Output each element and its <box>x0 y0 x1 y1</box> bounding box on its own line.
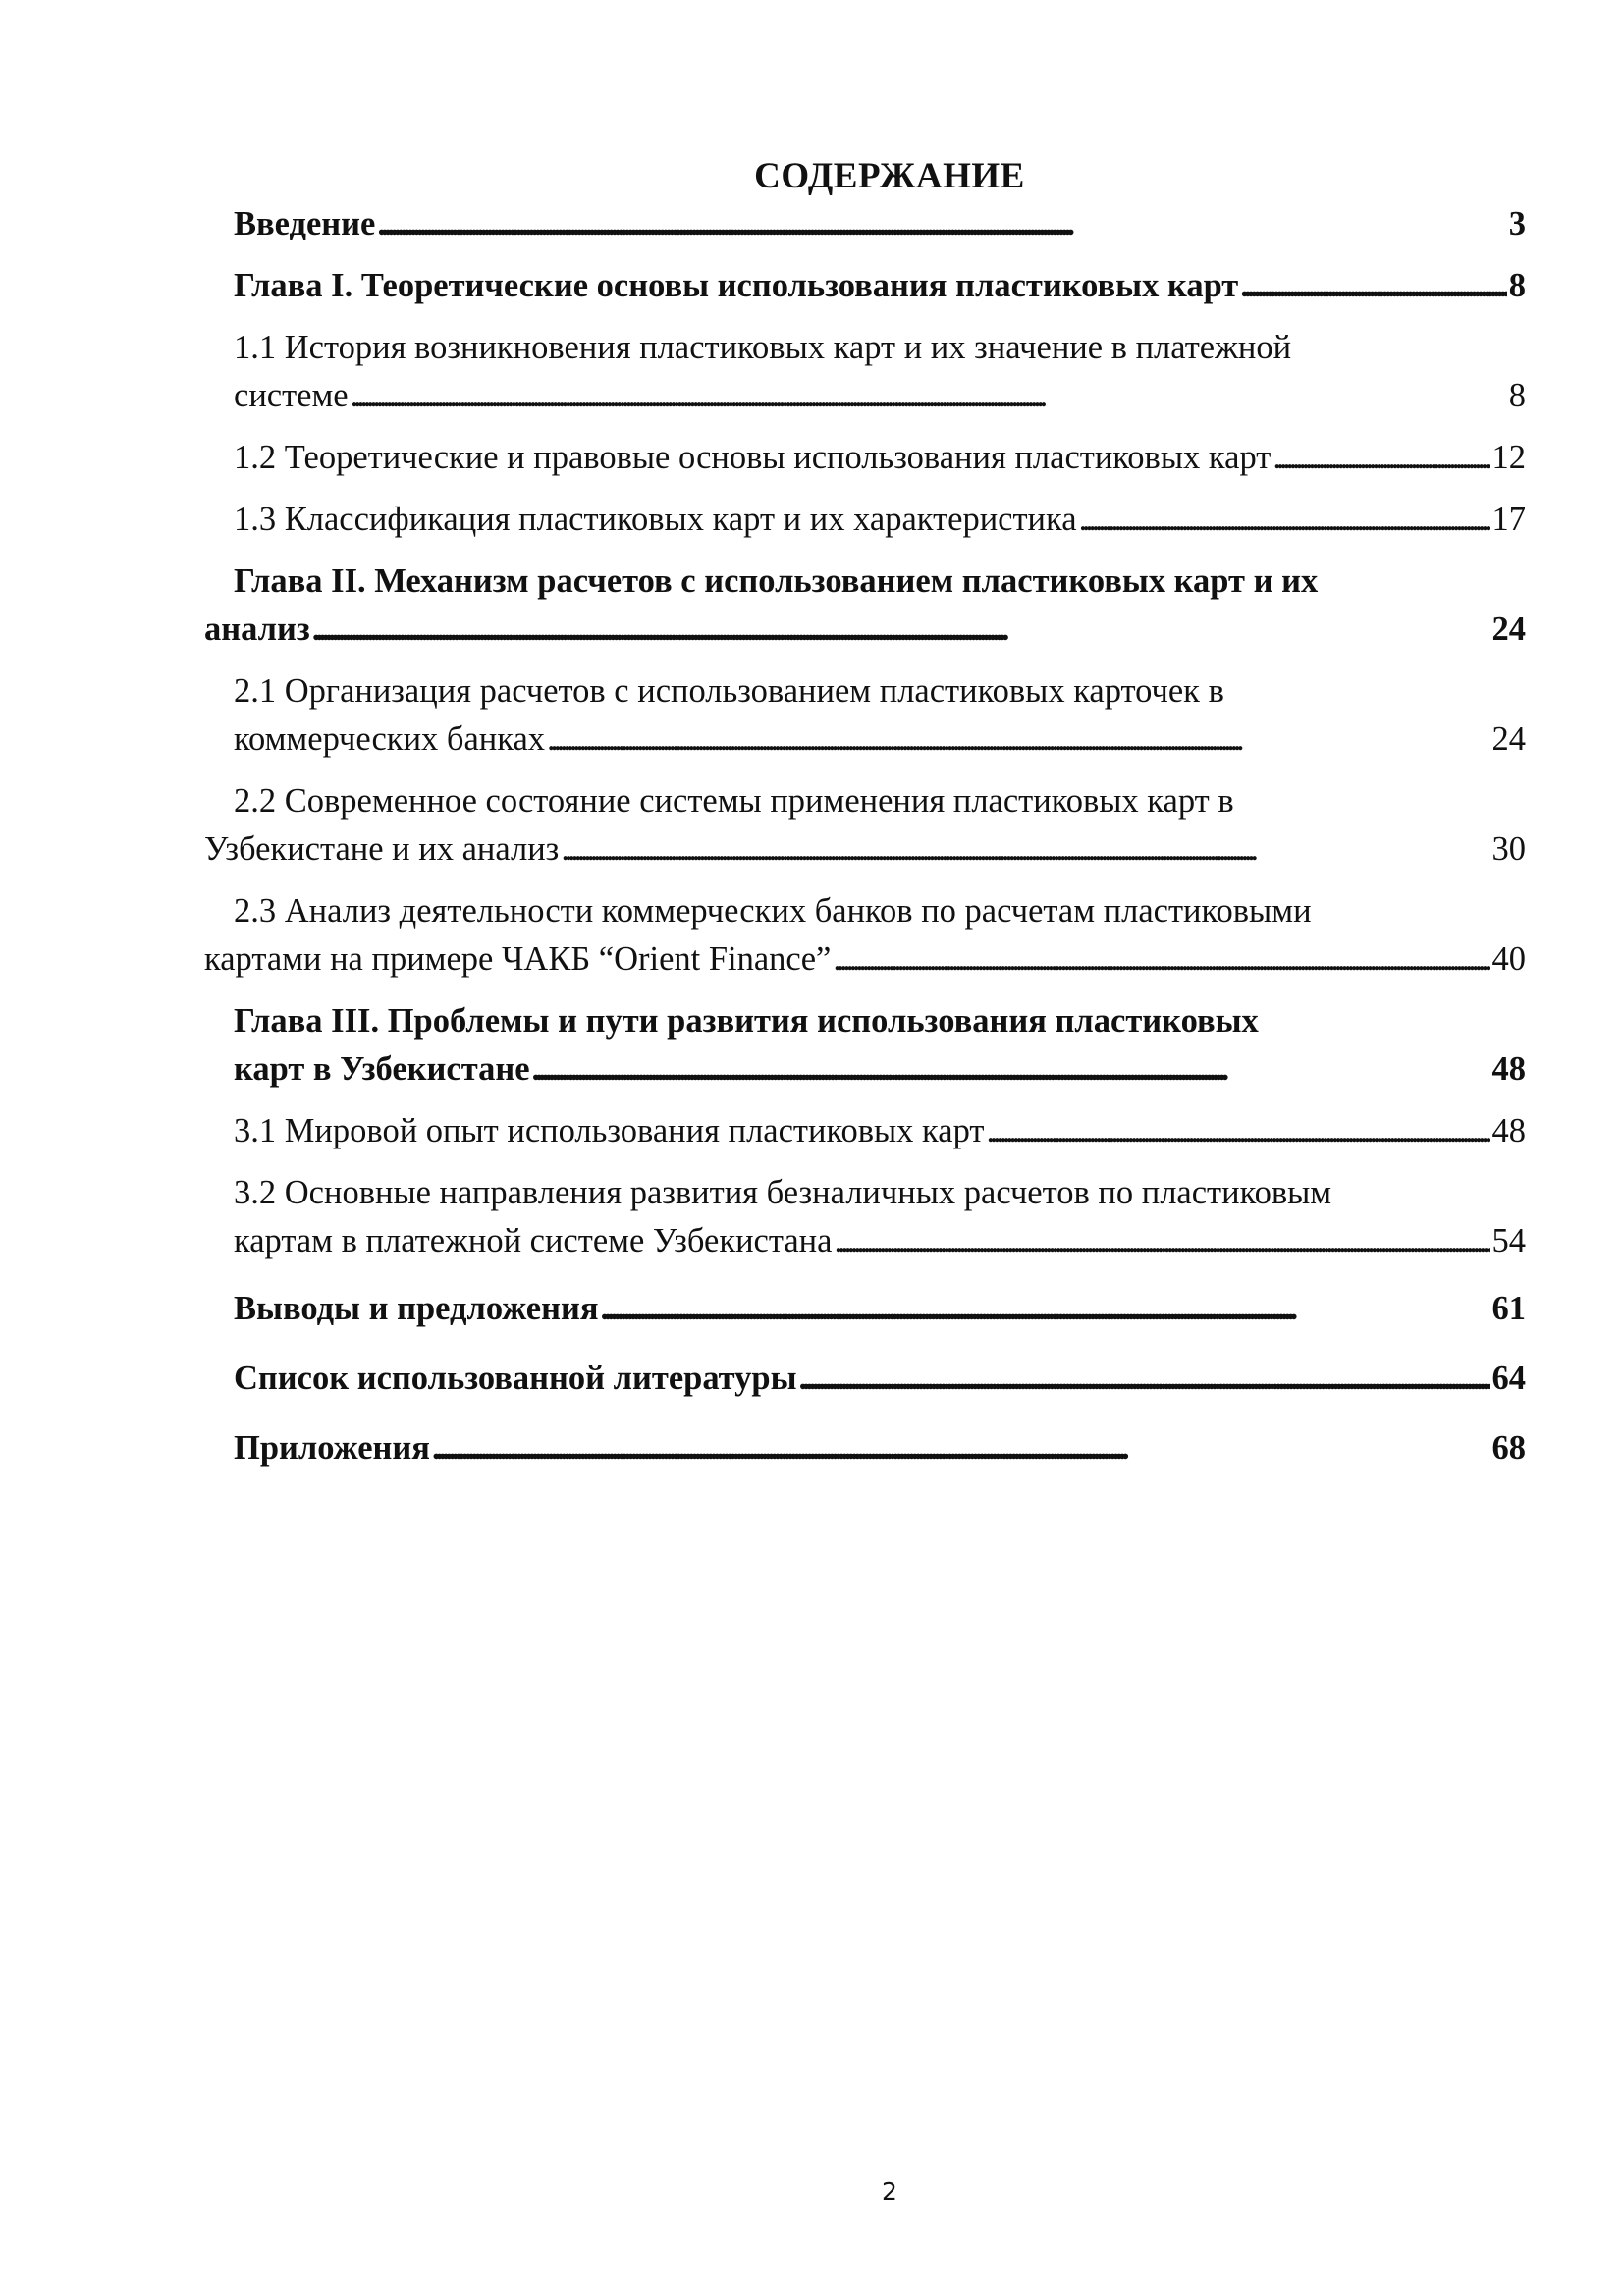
toc-page-number: 64 <box>1491 1360 1526 1397</box>
leader-dots <box>351 372 1507 420</box>
toc-entry-label-line2: карт в Узбекистане <box>234 1050 530 1088</box>
toc-entry-label-line1: 3.2 Основные направления развития безналичных расчетов по пластиковым <box>234 1174 1332 1211</box>
toc-title: СОДЕРЖАНИЕ <box>754 156 1025 196</box>
toc-entry-references[interactable] <box>234 1355 1526 1403</box>
toc-entry-label-line1: 2.2 Современное состояние системы применения пластиковых карт в <box>234 782 1234 820</box>
toc-page-number: 48 <box>1491 1050 1526 1088</box>
leader-dots <box>1079 496 1490 544</box>
toc-entry-label: Выводы и предложения <box>234 1290 599 1327</box>
toc-entry-label: Глава I. Теоретические основы использования пластиковых карт <box>234 267 1239 304</box>
toc-entry-label-line1: Глава III. Проблемы и пути развития использования пластиковых <box>234 1002 1259 1040</box>
toc-entry-label-line2: системе <box>234 377 349 414</box>
toc-entry-label: Список использованной литературы <box>234 1360 797 1397</box>
toc-page-number: 8 <box>1508 377 1526 414</box>
toc-entry-section-2-2[interactable] <box>204 777 1526 874</box>
toc-entry-label-line1: 2.1 Организация расчетов с использованием пластиковых карточек в <box>234 672 1224 710</box>
toc-entry-label-line2: анализ <box>204 611 310 648</box>
toc-entry-appendices[interactable] <box>234 1424 1526 1472</box>
toc-page-number: 30 <box>1491 830 1526 868</box>
toc-page-number: 3 <box>1508 205 1526 242</box>
toc-entry-section-2-3[interactable] <box>204 887 1526 984</box>
leader-dots <box>432 1424 1490 1472</box>
leader-dots <box>532 1045 1490 1094</box>
toc-entry-section-3-2[interactable] <box>234 1169 1526 1265</box>
leader-dots <box>986 1107 1489 1155</box>
leader-dots <box>799 1355 1490 1403</box>
toc-entry-label: Введение <box>234 205 376 242</box>
toc-page-number: 24 <box>1491 611 1526 648</box>
toc-page-number: 17 <box>1491 501 1526 538</box>
toc-entry-label: Приложения <box>234 1429 430 1467</box>
toc-entry-label: 1.2 Теоретические и правовые основы использования пластиковых карт <box>234 439 1272 476</box>
leader-dots <box>834 1217 1489 1265</box>
toc-entry-introduction[interactable] <box>234 200 1526 248</box>
toc-entry-label: 1.3 Классификация пластиковых карт и их характеристика <box>234 501 1077 538</box>
leader-dots <box>1272 434 1489 482</box>
toc-entry-label-line1: Глава II. Механизм расчетов с использованием пластиковых карт и их <box>234 562 1319 600</box>
toc-entry-label-line2: коммерческих банках <box>234 721 546 758</box>
leader-dots <box>377 200 1506 248</box>
toc-page-number: 8 <box>1508 267 1526 304</box>
toc-entry-label-line2: Узбекистане и их анализ <box>204 830 560 868</box>
table-of-contents <box>204 200 1526 1472</box>
toc-entry-section-3-1[interactable] <box>234 1107 1526 1155</box>
toc-entry-conclusions[interactable] <box>234 1285 1526 1333</box>
toc-page-number: 40 <box>1491 940 1526 978</box>
toc-page-number: 61 <box>1491 1290 1526 1327</box>
toc-entry-section-1-3[interactable] <box>234 496 1526 544</box>
toc-page-number: 68 <box>1491 1429 1526 1467</box>
toc-entry-label-line2: картами на примере ЧАКБ “Orient Finance” <box>204 940 832 978</box>
toc-entry-section-2-1[interactable] <box>234 667 1526 764</box>
toc-entry-section-1-1[interactable] <box>234 324 1526 420</box>
toc-entry-chapter-1[interactable] <box>234 262 1526 310</box>
leader-dots <box>561 826 1489 874</box>
toc-entry-chapter-3[interactable] <box>234 997 1526 1094</box>
toc-entry-label: 3.1 Мировой опыт использования пластиковых карт <box>234 1112 985 1149</box>
toc-page-number: 48 <box>1491 1112 1526 1149</box>
page-number: 2 <box>882 2177 897 2206</box>
toc-entry-label-line2: картам в платежной системе Узбекистана <box>234 1222 833 1259</box>
toc-entry-chapter-2[interactable] <box>204 558 1526 654</box>
toc-entry-label-line1: 1.1 История возникновения пластиковых карт и их значение в платежной <box>234 329 1292 366</box>
leader-dots <box>1240 262 1506 310</box>
toc-page-number: 12 <box>1491 439 1526 476</box>
leader-dots <box>833 935 1489 984</box>
leader-dots <box>601 1285 1490 1333</box>
toc-entry-label-line1: 2.3 Анализ деятельности коммерческих банков по расчетам пластиковыми <box>234 892 1312 930</box>
toc-page-number: 54 <box>1491 1222 1526 1259</box>
toc-entry-section-1-2[interactable] <box>234 434 1526 482</box>
toc-page-number: 24 <box>1491 721 1526 758</box>
leader-dots <box>312 606 1490 654</box>
leader-dots <box>547 716 1489 764</box>
